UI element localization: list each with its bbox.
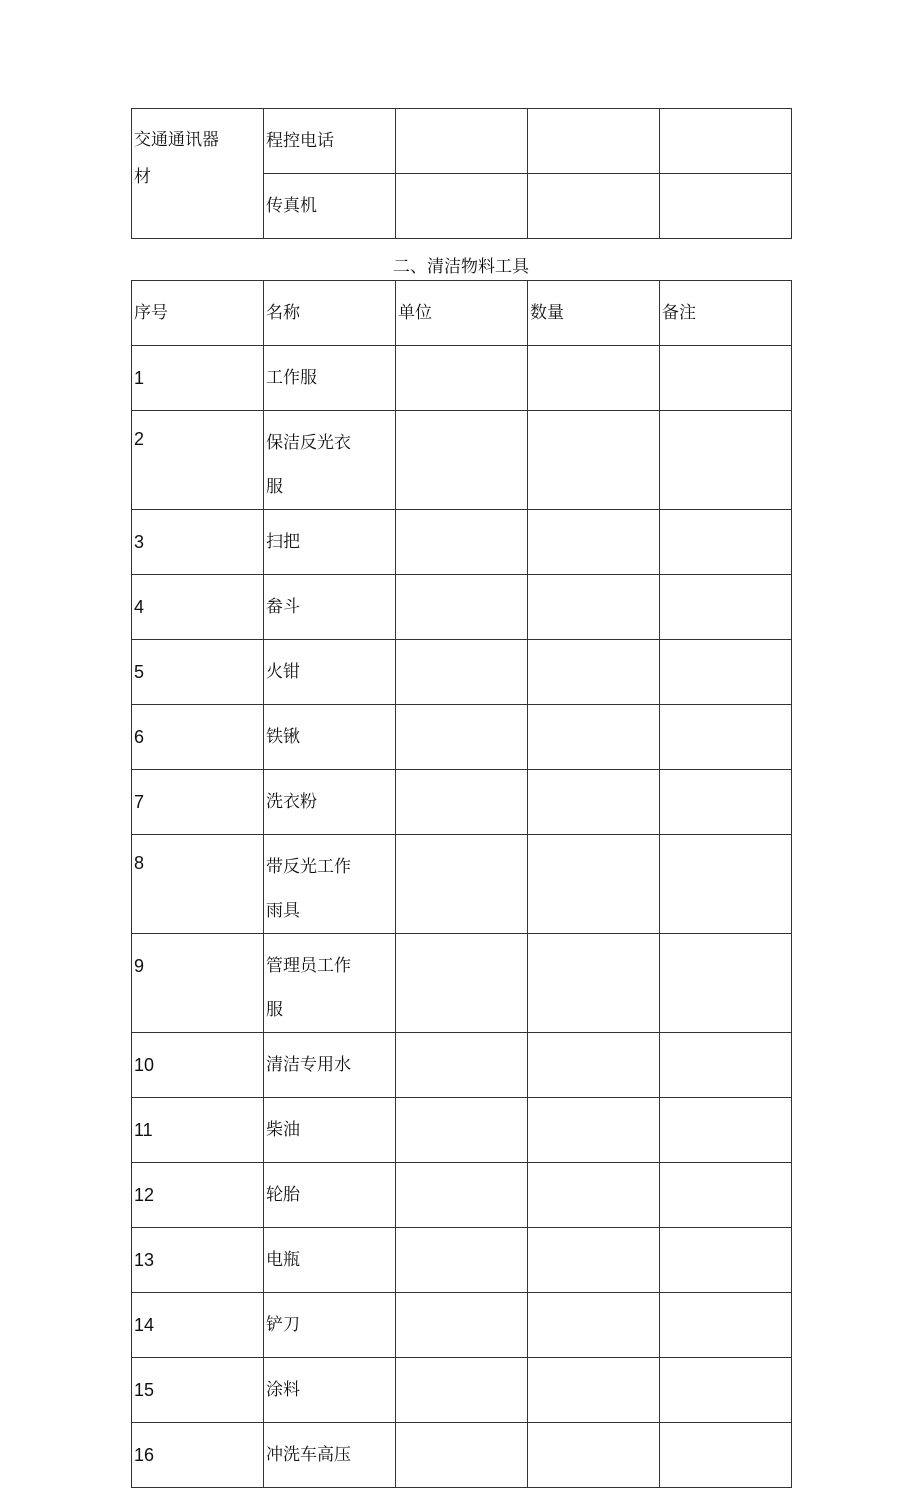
row-name-line1: 保洁反光衣 (266, 433, 351, 453)
row-number: 10 (132, 1033, 264, 1098)
table-row (132, 1033, 792, 1098)
empty-cell (396, 1358, 528, 1423)
empty-cell (528, 1358, 660, 1423)
empty-cell (660, 770, 792, 835)
table-row (132, 1423, 792, 1488)
row-name: 洗衣粉 (264, 770, 396, 835)
empty-cell (528, 174, 660, 239)
empty-cell (396, 411, 528, 510)
empty-cell (660, 934, 792, 1033)
empty-cell (528, 346, 660, 411)
empty-cell (660, 1033, 792, 1098)
empty-cell (396, 1163, 528, 1228)
row-name: 铲刀 (264, 1293, 396, 1358)
empty-cell (396, 1033, 528, 1098)
row-name: 畚斗 (264, 575, 396, 640)
row-name (264, 835, 396, 934)
empty-cell (396, 835, 528, 934)
table-row (132, 1358, 792, 1423)
empty-cell (528, 705, 660, 770)
row-name (264, 411, 396, 510)
empty-cell (660, 1163, 792, 1228)
empty-cell (396, 575, 528, 640)
empty-cell (528, 770, 660, 835)
row-number: 14 (132, 1293, 264, 1358)
row-name-line2: 服 (266, 1000, 283, 1020)
empty-cell (528, 1423, 660, 1488)
row-number: 2 (132, 411, 264, 510)
header-cell: 备注 (660, 281, 792, 346)
empty-cell (528, 1098, 660, 1163)
row-number: 8 (132, 835, 264, 934)
row-number: 1 (132, 346, 264, 411)
row-number: 5 (132, 640, 264, 705)
row-number: 4 (132, 575, 264, 640)
empty-cell (660, 1228, 792, 1293)
empty-cell (660, 1358, 792, 1423)
empty-cell (528, 1163, 660, 1228)
row-number: 16 (132, 1423, 264, 1488)
row-name: 电瓶 (264, 1228, 396, 1293)
empty-cell (396, 346, 528, 411)
row-name-line1: 带反光工作 (266, 857, 351, 877)
row-number: 6 (132, 705, 264, 770)
row-name-line2: 雨具 (266, 901, 300, 921)
table-row (132, 411, 792, 510)
empty-cell (660, 174, 792, 239)
empty-cell (660, 510, 792, 575)
empty-cell (396, 174, 528, 239)
empty-cell (660, 835, 792, 934)
empty-cell (396, 1098, 528, 1163)
empty-cell (660, 411, 792, 510)
row-number: 11 (132, 1098, 264, 1163)
empty-cell (396, 1228, 528, 1293)
empty-cell (396, 1423, 528, 1488)
table-row (132, 1098, 792, 1163)
table-row (132, 1293, 792, 1358)
empty-cell (660, 705, 792, 770)
header-row (132, 281, 792, 346)
table-row (132, 1228, 792, 1293)
table-row (132, 770, 792, 835)
row-name: 工作服 (264, 346, 396, 411)
row-name: 柴油 (264, 1098, 396, 1163)
row-number: 3 (132, 510, 264, 575)
header-cell: 数量 (528, 281, 660, 346)
empty-cell (660, 109, 792, 174)
item-cell: 程控电话 (264, 109, 396, 174)
header-cell: 单位 (396, 281, 528, 346)
empty-cell (660, 1423, 792, 1488)
empty-cell (528, 1228, 660, 1293)
row-number: 13 (132, 1228, 264, 1293)
empty-cell (660, 346, 792, 411)
header-cell: 名称 (264, 281, 396, 346)
table-row (132, 575, 792, 640)
empty-cell (528, 575, 660, 640)
empty-cell (528, 1293, 660, 1358)
row-name (264, 934, 396, 1033)
empty-cell (528, 835, 660, 934)
row-name: 扫把 (264, 510, 396, 575)
row-name: 冲洗车高压 (264, 1423, 396, 1488)
empty-cell (396, 770, 528, 835)
cleaning-supplies-table (131, 280, 792, 1488)
row-name: 火钳 (264, 640, 396, 705)
table-row (132, 835, 792, 934)
empty-cell (396, 640, 528, 705)
category-line2: 材 (134, 167, 151, 187)
row-name-line1: 管理员工作 (266, 956, 351, 976)
row-name: 轮胎 (264, 1163, 396, 1228)
row-number: 15 (132, 1358, 264, 1423)
empty-cell (528, 640, 660, 705)
row-name: 清洁专用水 (264, 1033, 396, 1098)
table-row (132, 109, 792, 174)
row-number: 9 (132, 934, 264, 1033)
item-cell: 传真机 (264, 174, 396, 239)
empty-cell (396, 109, 528, 174)
row-name-line2: 服 (266, 477, 283, 497)
empty-cell (528, 411, 660, 510)
empty-cell (396, 705, 528, 770)
empty-cell (396, 1293, 528, 1358)
empty-cell (660, 575, 792, 640)
category-cell (132, 109, 264, 239)
empty-cell (660, 1098, 792, 1163)
table-row (132, 705, 792, 770)
empty-cell (528, 510, 660, 575)
empty-cell (396, 510, 528, 575)
empty-cell (396, 934, 528, 1033)
empty-cell (660, 1293, 792, 1358)
row-number: 12 (132, 1163, 264, 1228)
table-row (132, 1163, 792, 1228)
category-line1: 交通通讯器 (134, 130, 219, 150)
row-name: 铁锹 (264, 705, 396, 770)
row-name: 涂料 (264, 1358, 396, 1423)
empty-cell (528, 1033, 660, 1098)
row-number: 7 (132, 770, 264, 835)
section-title: 二、清洁物料工具 (393, 257, 529, 277)
empty-cell (528, 109, 660, 174)
table-row (132, 640, 792, 705)
empty-cell (528, 934, 660, 1033)
table-row (132, 346, 792, 411)
table-row (132, 510, 792, 575)
header-cell: 序号 (132, 281, 264, 346)
empty-cell (660, 640, 792, 705)
table-row (132, 934, 792, 1033)
equipment-table (131, 108, 792, 239)
